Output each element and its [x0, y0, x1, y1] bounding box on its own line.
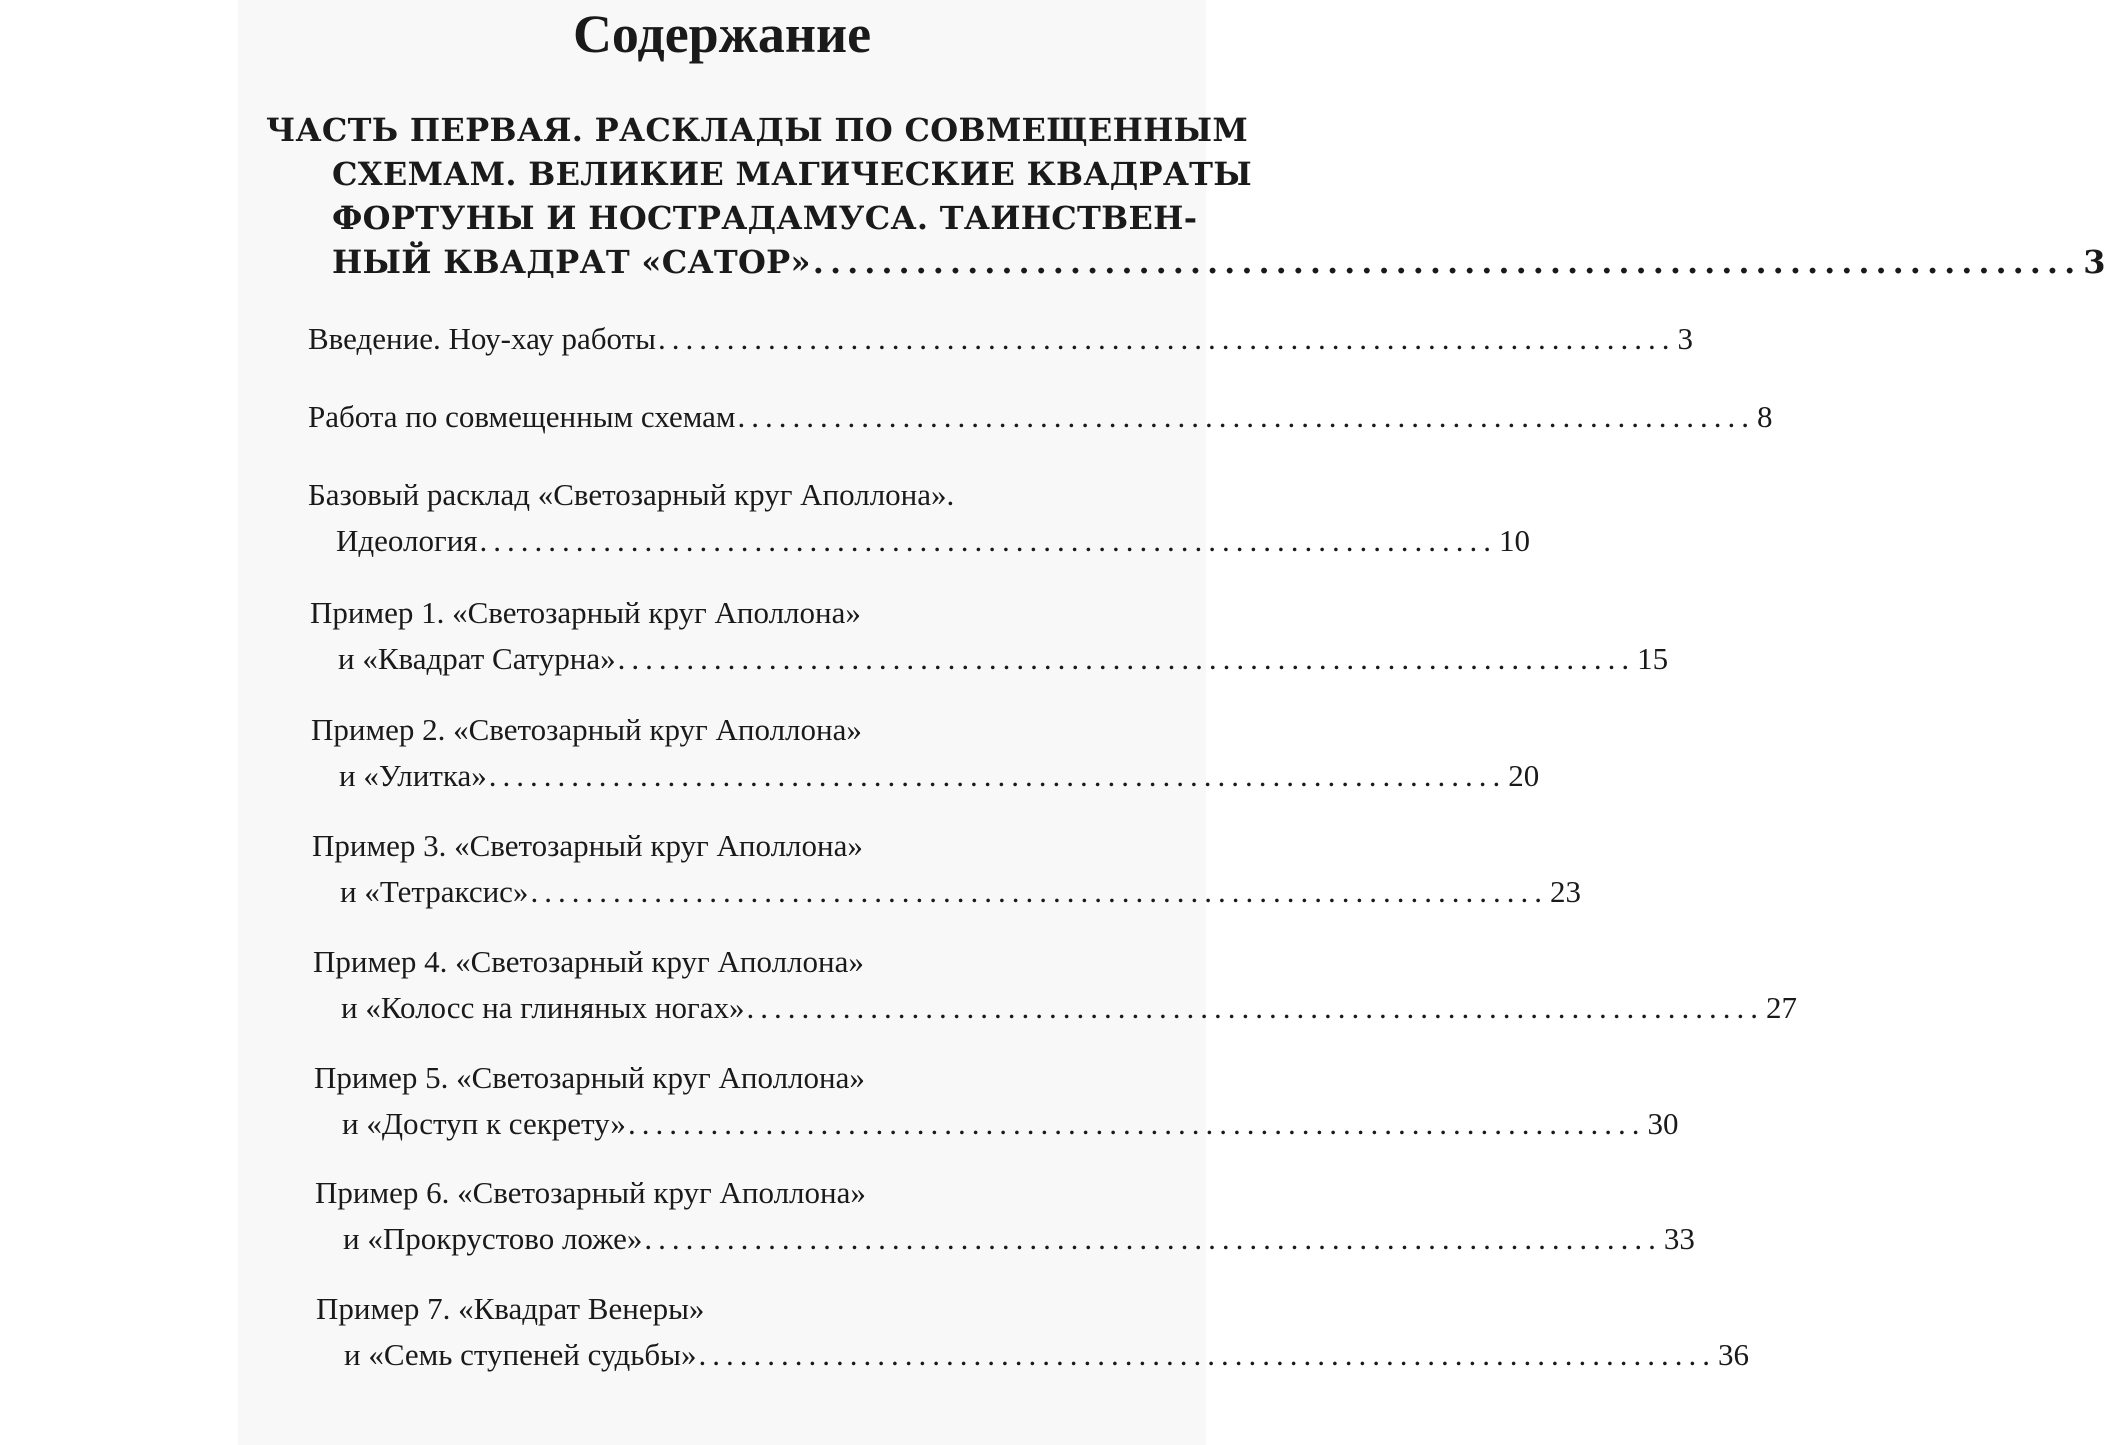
toc-entry-title: Пример 2. «Светозарный круг Аполлона»	[311, 712, 862, 747]
page-number: 27	[1765, 990, 1797, 1025]
part-one-heading	[266, 108, 2106, 284]
toc-entry-subtitle: и «Квадрат Сатурна»	[338, 641, 616, 676]
page-number: 33	[1663, 1221, 1695, 1256]
toc-entry-title: Базовый расклад «Светозарный круг Аполлона».	[308, 477, 955, 512]
toc-entry[interactable]	[312, 823, 1581, 915]
toc-entry[interactable]	[308, 316, 1694, 362]
dot-leader: ..........................................................................	[698, 1337, 1717, 1372]
toc-entry[interactable]	[315, 1170, 1695, 1262]
toc-entry[interactable]	[313, 939, 1797, 1031]
book-page	[238, 0, 2106, 1445]
toc-entry-row	[316, 1332, 1750, 1378]
toc-entry-title: Пример 3. «Светозарный круг Аполлона»	[312, 828, 863, 863]
page-number: 20	[1508, 758, 1540, 793]
toc-entry-subtitle: и «Прокрустово ложе»	[343, 1221, 643, 1256]
toc-entry-row	[315, 1216, 1695, 1262]
part-heading-line: НЫЙ КВАДРАТ «САТОР»	[332, 243, 811, 281]
toc-entry-subtitle: и «Доступ к секрету»	[342, 1106, 626, 1141]
toc-entry[interactable]	[314, 1055, 1679, 1147]
toc-entry-subtitle: и «Тетраксис»	[340, 874, 529, 909]
toc-entry-row	[313, 985, 1797, 1031]
part-heading-last-line	[266, 240, 2106, 284]
part-heading-line: ЧАСТЬ ПЕРВАЯ. РАСКЛАДЫ ПО СОВМЕЩЕННЫМ	[266, 111, 1249, 149]
toc-entry-subtitle: и «Колосс на глиняных ногах»	[341, 990, 745, 1025]
page-number: 3	[1677, 321, 1694, 356]
toc-entry-row	[308, 316, 1694, 362]
page-number: 15	[1637, 641, 1669, 676]
dot-leader: ..........................................................................	[644, 1221, 1662, 1256]
toc-entry[interactable]	[308, 394, 1773, 440]
dot-leader: ..........................................................................	[812, 243, 2082, 281]
toc-entry[interactable]	[310, 590, 1669, 682]
toc-entry-title: Работа по совмещенным схемам	[308, 399, 736, 434]
toc-entry-row	[310, 636, 1669, 682]
dot-leader: ..........................................................................	[530, 874, 1548, 909]
toc-entry-title: Введение. Ноу-хау работы	[308, 321, 657, 356]
part-heading-line: ФОРТУНЫ И НОСТРАДАМУСА. ТАИНСТВЕН-	[332, 199, 1198, 237]
toc-entry[interactable]	[311, 707, 1540, 799]
part-heading-line: СХЕМАМ. ВЕЛИКИЕ МАГИЧЕСКИЕ КВАДРАТЫ	[332, 155, 1253, 193]
toc-entry-row	[312, 869, 1581, 915]
dot-leader: ..........................................................................	[746, 990, 1764, 1025]
toc-entry-subtitle: и «Семь ступеней судьбы»	[344, 1337, 697, 1372]
page-number: 10	[1499, 523, 1531, 558]
toc-entry-subtitle: и «Улитка»	[339, 758, 487, 793]
page-title: Содержание	[572, 4, 872, 64]
toc-entry-title: Пример 5. «Светозарный круг Аполлона»	[314, 1060, 865, 1095]
dot-leader: ..........................................................................	[488, 758, 1507, 793]
page-number: 30	[1647, 1106, 1679, 1141]
toc-entry[interactable]	[308, 472, 1531, 564]
toc-entry[interactable]	[316, 1286, 1750, 1378]
page-number: 3	[2083, 243, 2106, 281]
toc-entry-subtitle: Идеология	[336, 523, 478, 558]
dot-leader: ..........................................................................	[479, 523, 1498, 558]
toc-entry-row	[308, 394, 1773, 440]
toc-entry-title: Пример 7. «Квадрат Венеры»	[316, 1291, 705, 1326]
dot-leader: ..........................................................................	[658, 321, 1676, 356]
dot-leader: ..........................................................................	[627, 1106, 1646, 1141]
dot-leader: ..........................................................................	[737, 399, 1756, 434]
toc-entry-title: Пример 1. «Светозарный круг Аполлона»	[310, 595, 861, 630]
toc-entry-row	[311, 753, 1540, 799]
page-number: 8	[1757, 399, 1773, 434]
dot-leader: ..........................................................................	[617, 641, 1636, 676]
page-number: 36	[1718, 1337, 1750, 1372]
toc-entry-title: Пример 4. «Светозарный круг Аполлона»	[313, 944, 864, 979]
toc-entry-title: Пример 6. «Светозарный круг Аполлона»	[315, 1175, 866, 1210]
page-number: 23	[1549, 874, 1581, 909]
toc-entry-row	[308, 518, 1531, 564]
toc-entry-row	[314, 1101, 1679, 1147]
